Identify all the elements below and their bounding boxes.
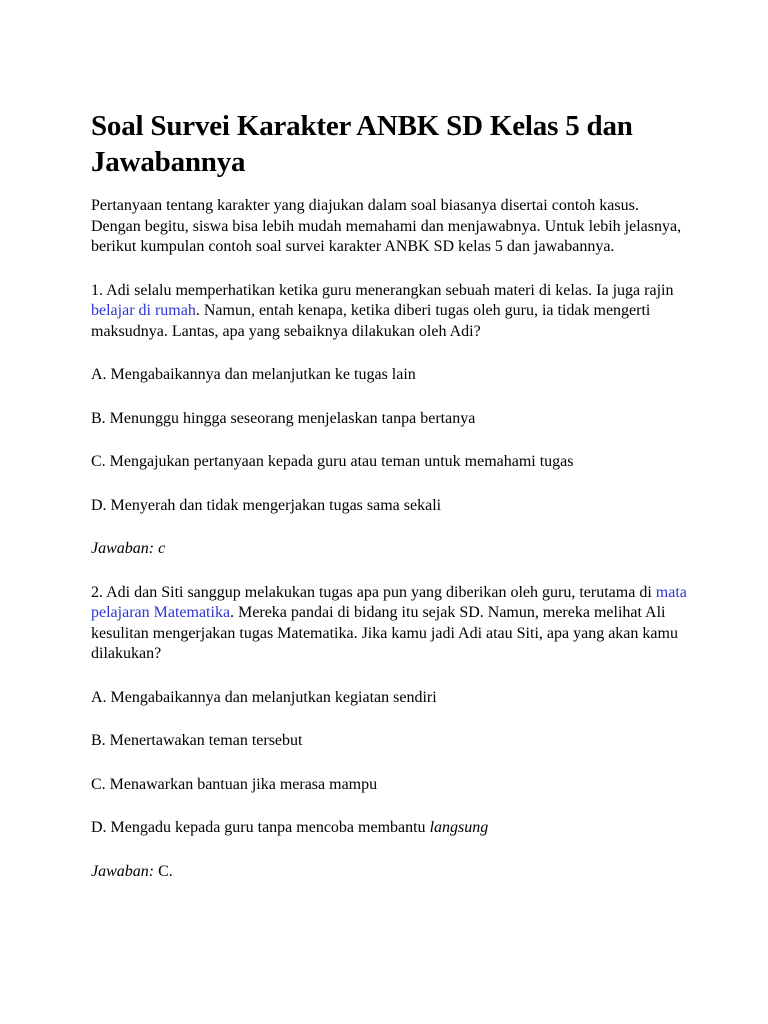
page-title: Soal Survei Karakter ANBK SD Kelas 5 dan Jawabannya [91, 110, 633, 178]
q1-option-b: B. Menunggu hingga seseorang menjelaskan tanpa bertanya [91, 409, 476, 427]
q2-answer [91, 862, 691, 883]
q1-option-a: A. Mengabaikannya dan melanjutkan ke tugas lain [91, 366, 416, 383]
link-belajar-di-rumah[interactable]: belajar di rumah [91, 302, 196, 319]
q1-option-d: D. Menyerah dan tidak mengerjakan tugas sama sekali [91, 496, 442, 514]
q2-option-d [91, 818, 691, 839]
q1-answer-text: Jawaban: c [91, 540, 166, 557]
q2-answer-label: Jawaban: [91, 862, 155, 880]
question-1 [91, 281, 691, 343]
question-2-text-after: . Mereka pandai di bidang itu sejak SD. Namun, mereka melihat Ali kesulitan mengerjakan tugas Matematika. Jika kamu jadi Adi atau Siti, apa yang akan kamu dilakukan? [91, 604, 678, 662]
q2-option-b: B. Menertawakan teman tersebut [91, 732, 303, 749]
q2-answer-value: C. [154, 862, 173, 880]
intro-paragraph: Pertanyaan tentang karakter yang diajukan dalam soal biasanya disertai contoh kasus. Dengan begitu, siswa bisa lebih mudah memahami dan menjawabnya. Untuk lebih jelasnya, berikut kumpulan contoh soal survei karakter ANBK SD kelas 5 dan jawabannya. [91, 197, 682, 255]
q1-answer [91, 539, 691, 560]
link-mata-pelajaran-matematika[interactable]: mata pelajaran Matematika [91, 583, 687, 621]
q2-option-d-italic: langsung [429, 819, 489, 836]
q1-option-c: C. Mengajukan pertanyaan kepada guru atau teman untuk memahami tugas [91, 453, 574, 470]
document-page [91, 108, 691, 905]
q2-option-c: C. Menawarkan bantuan jika merasa mampu [91, 775, 378, 793]
question-2 [91, 583, 691, 665]
q2-option-a: A. Mengabaikannya dan melanjutkan kegiatan sendiri [91, 688, 437, 706]
question-2-text-before: 2. Adi dan Siti sanggup melakukan tugas apa pun yang diberikan oleh guru, terutama di [91, 583, 656, 601]
question-1-text-before: 1. Adi selalu memperhatikan ketika guru menerangkan sebuah materi di kelas. Ia juga rajin [91, 281, 674, 299]
q2-option-d-text: D. Mengadu kepada guru tanpa mencoba membantu [91, 819, 430, 836]
question-1-text-after: . Namun, entah kenapa, ketika diberi tugas oleh guru, ia tidak mengerti maksudnya. Lantas, apa yang sebaiknya dilakukan oleh Adi? [91, 302, 651, 340]
